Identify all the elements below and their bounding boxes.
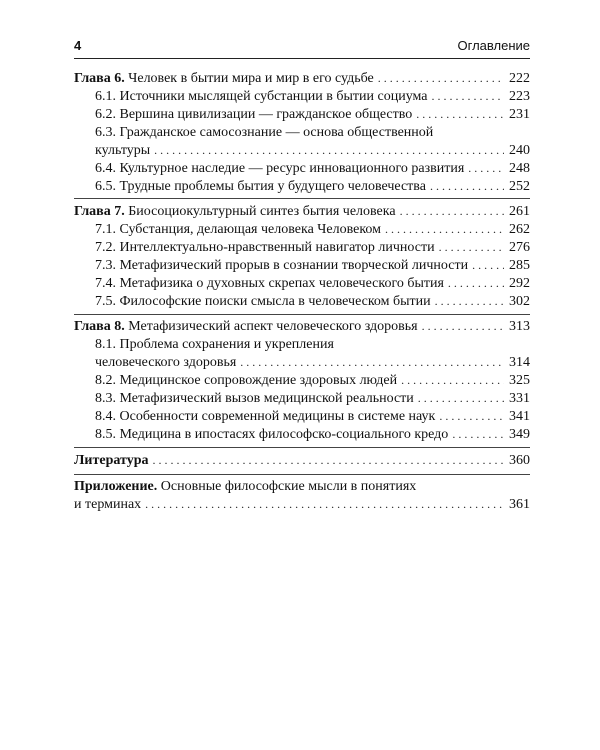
- leader-dots: [378, 70, 504, 87]
- literature-title: Литература: [74, 453, 149, 468]
- section-title: 7.4. Метафизика о духовных скрепах человеческого бытия: [95, 276, 444, 291]
- page-ref: 223: [509, 89, 530, 104]
- chapter-title: Человек в бытии мира и мир в его судьбе: [128, 71, 374, 86]
- toc-entry-6-3: [95, 142, 530, 159]
- section-title: 8.3. Метафизический вызов медицинской реальности: [95, 391, 414, 406]
- toc-entry-7-1: [95, 221, 530, 238]
- leader-dots: [435, 293, 504, 310]
- page-ref: 349: [509, 427, 530, 442]
- page-ref: 231: [509, 107, 530, 122]
- appendix-title-line2: и терминах: [74, 497, 142, 512]
- section-divider: [74, 447, 530, 448]
- section-title: 8.2. Медицинское сопровождение здоровых людей: [95, 373, 398, 388]
- toc-entry-7-4: [95, 275, 530, 292]
- toc-entry-8-1-line1: 8.1. Проблема сохранения и укрепления: [95, 337, 334, 352]
- toc-entry-chapter-7: [74, 203, 530, 220]
- page-ref: 292: [509, 276, 530, 291]
- section-divider: [74, 474, 530, 475]
- page-number: 4: [74, 38, 82, 53]
- leader-dots: [432, 88, 505, 105]
- page-ref: 341: [509, 409, 530, 424]
- leader-dots: [422, 318, 504, 335]
- section-title: 7.2. Интеллектуально-нравственный навигатор личности: [95, 240, 435, 255]
- toc-entry-chapter-8: [74, 318, 530, 335]
- page-ref: 240: [509, 143, 530, 158]
- page-ref: 361: [509, 497, 530, 512]
- leader-dots: [385, 221, 504, 238]
- page-ref: 276: [509, 240, 530, 255]
- appendix-label: Приложение.: [74, 479, 158, 494]
- toc-entry-8-2: [95, 372, 530, 389]
- toc-entry-7-3: [95, 257, 530, 274]
- section-title: 8.4. Особенности современной медицины в системе наук: [95, 409, 436, 424]
- toc-entry-chapter-6: [74, 70, 530, 87]
- leader-dots: [430, 178, 504, 195]
- section-title: культуры: [95, 143, 151, 158]
- section-title: 6.5. Трудные проблемы бытия у будущего человечества: [95, 179, 426, 194]
- appendix-title: Основные философские мысли в понятиях: [160, 479, 417, 494]
- section-title: 6.1. Источники мыслящей субстанции в бытии социума: [95, 89, 428, 104]
- section-title: 8.5. Медицина в ипостасях философско-социального кредо: [95, 427, 449, 442]
- leader-dots: [418, 390, 504, 407]
- leader-dots: [401, 372, 504, 389]
- page-ref: 314: [509, 355, 530, 370]
- leader-dots: [240, 354, 504, 371]
- chapter-title: Метафизический аспект человеческого здоровья: [128, 319, 418, 334]
- toc-entry-6-2: [95, 106, 530, 123]
- page-ref: 313: [509, 319, 530, 334]
- leader-dots: [439, 239, 504, 256]
- page-ref: 325: [509, 373, 530, 388]
- page-ref: 302: [509, 294, 530, 309]
- page-ref: 360: [509, 453, 530, 468]
- toc-entry-8-3: [95, 390, 530, 407]
- toc-entry-6-4: [95, 160, 530, 177]
- toc-entry-appendix: [74, 496, 530, 513]
- page-ref: 248: [509, 161, 530, 176]
- toc-entry-appendix-line1: [74, 478, 416, 495]
- toc-entry-7-2: [95, 239, 530, 256]
- leader-dots: [153, 452, 505, 469]
- page-ref: 252: [509, 179, 530, 194]
- page-ref: 261: [509, 204, 530, 219]
- toc-entry-6-5: [95, 178, 530, 195]
- toc-entry-6-3-line1: 6.3. Гражданское самосознание — основа общественной: [95, 125, 434, 140]
- section-divider: [74, 314, 530, 315]
- toc-entry-8-5: [95, 426, 530, 443]
- running-title: Оглавление: [457, 38, 530, 53]
- header-rule: [74, 58, 530, 59]
- toc-entry-7-5: [95, 293, 530, 310]
- toc-entry-8-1: [95, 354, 530, 371]
- toc-entry-8-4: [95, 408, 530, 425]
- leader-dots: [439, 408, 504, 425]
- leader-dots: [154, 142, 504, 159]
- leader-dots: [145, 496, 504, 513]
- section-title: 6.2. Вершина цивилизации — гражданское общество: [95, 107, 413, 122]
- chapter-label: Глава 7.: [74, 204, 125, 219]
- leader-dots: [416, 106, 504, 123]
- section-title: 7.1. Субстанция, делающая человека Человеком: [95, 222, 382, 237]
- chapter-label: Глава 8.: [74, 319, 125, 334]
- section-title: 7.3. Метафизический прорыв в сознании творческой личности: [95, 258, 469, 273]
- running-head: [74, 38, 530, 53]
- page-ref: 262: [509, 222, 530, 237]
- section-title: 7.5. Философские поиски смысла в человеческом бытии: [95, 294, 431, 309]
- leader-dots: [468, 160, 504, 177]
- page-ref: 331: [509, 391, 530, 406]
- chapter-title: Биосоциокультурный синтез бытия человека: [128, 204, 396, 219]
- toc-entry-6-1: [95, 88, 530, 105]
- page-ref: 222: [509, 71, 530, 86]
- page-ref: 285: [509, 258, 530, 273]
- leader-dots: [400, 203, 504, 220]
- leader-dots: [448, 275, 504, 292]
- leader-dots: [472, 257, 504, 274]
- toc-entry-literature: [74, 452, 530, 469]
- chapter-label: Глава 6.: [74, 71, 125, 86]
- leader-dots: [452, 426, 504, 443]
- section-title: человеческого здоровья: [95, 355, 237, 370]
- section-title: 6.4. Культурное наследие — ресурс инновационного развития: [95, 161, 465, 176]
- section-divider: [74, 198, 530, 199]
